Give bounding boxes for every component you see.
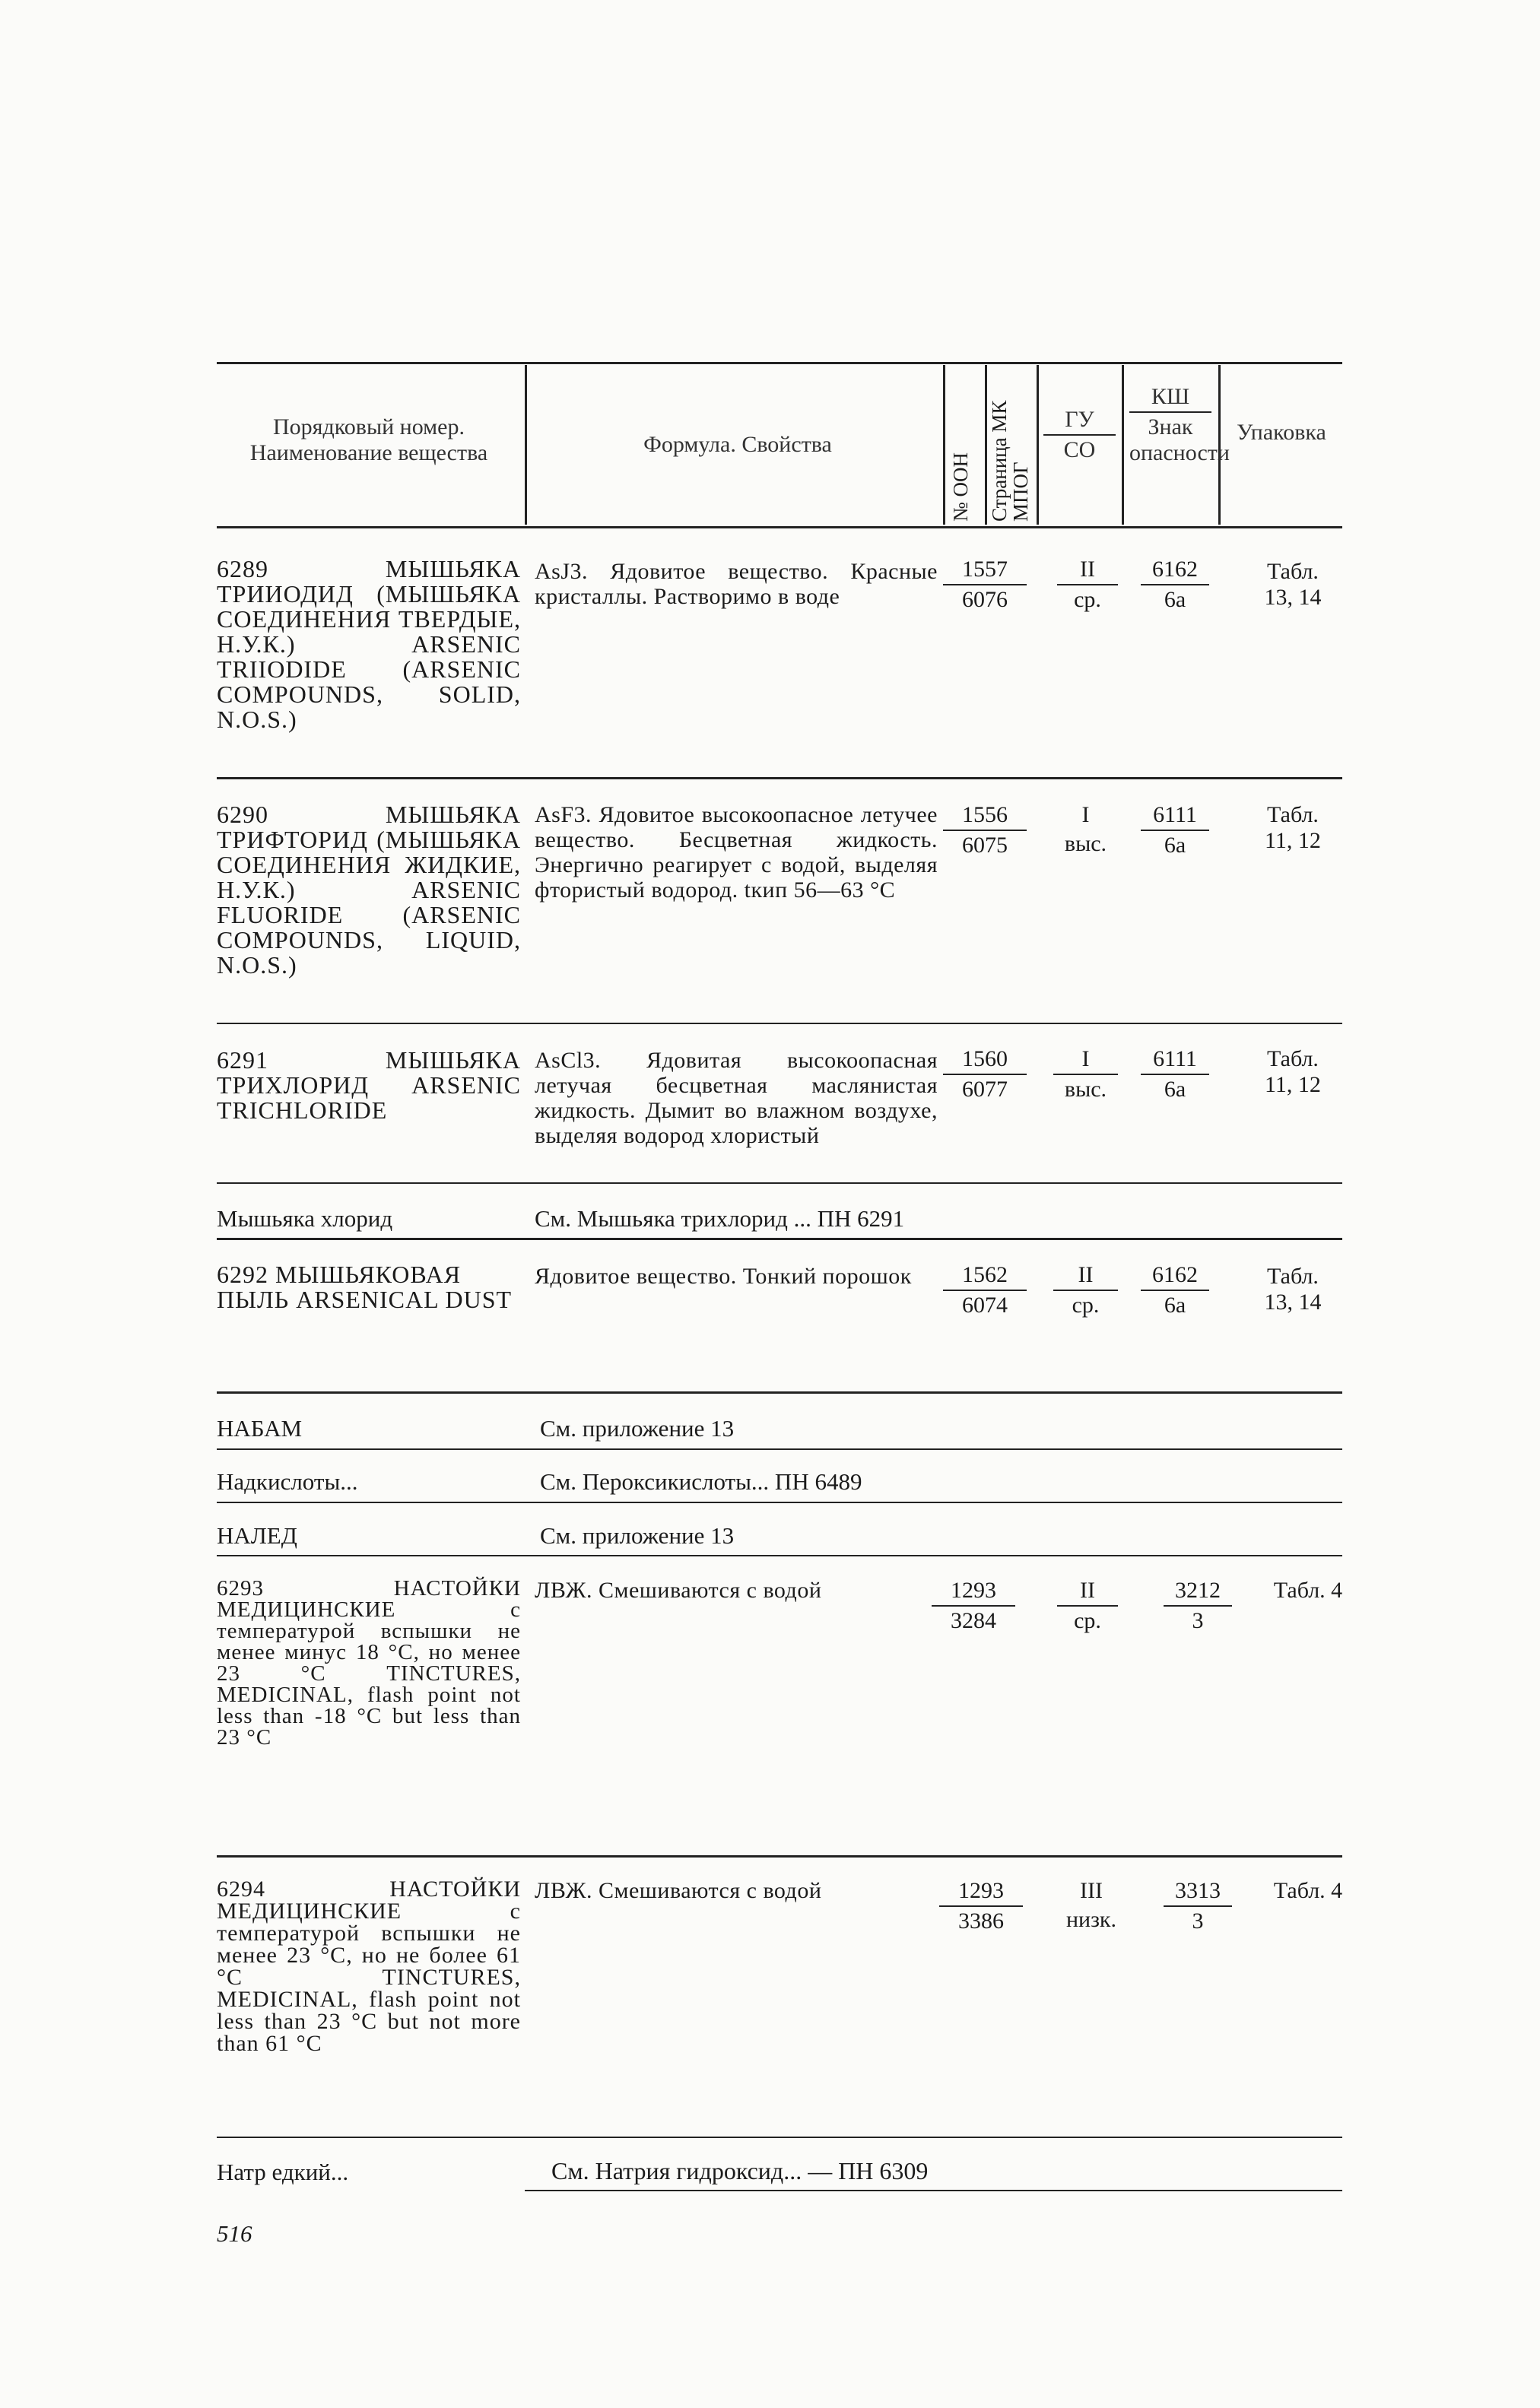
ref-nabam-target: См. приложение 13 xyxy=(540,1415,735,1442)
row-6290-desc: AsF3. Ядовитое высокоопасное летучее вещество. Бесцветная жидкость. Энергично реагирует с водой, выделяя фтористый водород. tкип 56—63 °С xyxy=(535,802,938,903)
row-6292-un: 1562 xyxy=(943,1262,1027,1291)
row-6290-un: 1556 xyxy=(943,802,1027,831)
row-6289-desc: AsJ3. Ядовитое вещество. Красные кристаллы. Растворимо в воде xyxy=(535,559,938,609)
header-ksh-top: КШ xyxy=(1129,384,1211,413)
row-6294-pack: Табл. 4 xyxy=(1273,1878,1343,1903)
header-col-ksh xyxy=(1129,384,1230,466)
header-sep-2 xyxy=(943,365,945,525)
ref-peracids-term: Надкислоты... xyxy=(217,1468,358,1495)
row-6289-co: ср. xyxy=(1074,587,1101,612)
page-number: 516 xyxy=(217,2220,252,2247)
row-6290-page: 6075 xyxy=(962,833,1008,858)
row-6294-gu-co xyxy=(1053,1878,1129,1933)
row-6293-gu: II xyxy=(1057,1578,1118,1607)
header-top-rule xyxy=(217,362,1342,364)
row-6293-co: ср. xyxy=(1074,1608,1101,1633)
row-6294-divider xyxy=(217,2137,1342,2138)
row-6294-ksh-sign xyxy=(1164,1878,1232,1934)
ref-2-divider xyxy=(217,1448,1342,1450)
row-6293-un: 1293 xyxy=(932,1578,1015,1607)
row-6291-pack: Табл. 11, 12 xyxy=(1265,1046,1321,1097)
row-6292-sign: 6а xyxy=(1164,1293,1186,1318)
row-6292-ksh: 6162 xyxy=(1141,1262,1209,1291)
row-6289-un-page xyxy=(943,557,1027,613)
header-col-gu xyxy=(1043,407,1116,463)
header-col-page: Страница МК МПОГ xyxy=(988,400,1032,522)
header-col-pack: Упаковка xyxy=(1237,420,1326,445)
row-6292-name: 6292 МЫШЬЯКОВАЯ ПЫЛЬ ARSENICAL DUST xyxy=(217,1261,513,1313)
row-6289-ksh-sign xyxy=(1141,557,1209,613)
ref-peracids-target: См. Пероксикислоты... ПН 6489 xyxy=(540,1468,862,1495)
row-6292-desc: Ядовитое вещество. Тонкий порошок xyxy=(535,1264,912,1289)
row-6293-desc: ЛВЖ. Смешиваются с водой xyxy=(535,1578,822,1603)
row-6290-name: 6290 МЫШЬЯКА ТРИФТОРИД (МЫШЬЯКА СОЕДИНЕНИЯ ЖИДКИЕ, Н.У.К.) ARSENIC FLUORIDE (ARSENIC COMPOUNDS, LIQUID, N.O.S.) xyxy=(217,801,521,979)
ref-5-divider xyxy=(525,2190,1342,2191)
header-col-un: № ООН xyxy=(949,452,972,522)
row-6291-gu-co xyxy=(1053,1046,1118,1102)
row-6293-gu-co xyxy=(1057,1578,1118,1634)
row-6292-gu-co xyxy=(1053,1262,1118,1318)
header-col-name: Порядковый номер. Наименование вещества xyxy=(249,414,488,465)
row-6292-page: 6074 xyxy=(962,1293,1008,1318)
row-6289-gu-co xyxy=(1057,557,1118,613)
row-6294-desc: ЛВЖ. Смешиваются с водой xyxy=(535,1878,822,1903)
header-bottom-rule xyxy=(217,526,1342,528)
row-6291-desc: AsCl3. Ядовитая высокоопасная летучая бесцветная маслянистая жидкость. Дымит во влажном воздухе, выделяя водород хлористый xyxy=(535,1048,938,1148)
row-6294-sign: 3 xyxy=(1192,1908,1204,1934)
row-6293-un-page xyxy=(932,1578,1015,1634)
ref-caustic-soda-target: См. Натрия гидроксид... — ПН 6309 xyxy=(551,2157,929,2184)
row-6290-gu-co xyxy=(1053,802,1118,857)
row-6293-name: 6293 НАСТОЙКИ МЕДИЦИНСКИЕ с температурой вспышки не менее минус 18 °С, но менее 23 °С TINCTURES, MEDICINAL, flash point not less than -18 °C but less than 23 °C xyxy=(217,1576,521,1750)
row-6289-pack: Табл. 13, 14 xyxy=(1264,559,1322,610)
row-6289-un: 1557 xyxy=(943,557,1027,585)
row-6291-ksh-sign xyxy=(1141,1046,1209,1102)
header-col-formula: Формула. Свойства xyxy=(643,432,832,457)
ref-caustic-soda-term: Натр едкий... xyxy=(217,2159,349,2185)
row-6294-ksh: 3313 xyxy=(1164,1878,1232,1907)
row-6292-ksh-sign xyxy=(1141,1262,1209,1318)
row-6293-ksh: 3212 xyxy=(1164,1578,1232,1607)
ref-nabam-term: НАБАМ xyxy=(217,1415,303,1442)
row-6294-page: 3386 xyxy=(958,1908,1004,1934)
row-6291-un-page xyxy=(943,1046,1027,1102)
row-6294-gu: III xyxy=(1080,1878,1103,1903)
row-6289-gu: II xyxy=(1057,557,1118,585)
row-6292-pack: Табл. 13, 14 xyxy=(1264,1264,1322,1315)
row-6293-ksh-sign xyxy=(1164,1578,1232,1634)
ref-naled-term: НАЛЕД xyxy=(217,1522,297,1549)
ref-4-divider xyxy=(217,1555,1342,1556)
row-6290-gu: I xyxy=(1081,802,1090,827)
row-6289-sign: 6а xyxy=(1164,587,1186,612)
row-6291-divider xyxy=(217,1182,1342,1184)
ref-naled-target: См. приложение 13 xyxy=(540,1522,735,1549)
ref-3-divider xyxy=(217,1502,1342,1503)
row-6290-ksh: 6111 xyxy=(1141,802,1209,831)
row-6289-divider xyxy=(217,777,1342,779)
row-6290-sign: 6а xyxy=(1164,833,1186,858)
header-gu-top: ГУ xyxy=(1043,407,1116,436)
row-6291-un: 1560 xyxy=(943,1046,1027,1075)
row-6289-page: 6076 xyxy=(962,587,1008,612)
header-sign-bottom: Знак опасности xyxy=(1129,414,1230,465)
ref-arsenic-chloride-term: Мышьяка хлорид xyxy=(217,1205,393,1232)
row-6294-co: низк. xyxy=(1065,1907,1117,1932)
row-6292-divider xyxy=(217,1391,1342,1394)
row-6291-sign: 6а xyxy=(1164,1077,1186,1102)
row-6294-un: 1293 xyxy=(939,1878,1023,1907)
row-6293-pack: Табл. 4 xyxy=(1273,1578,1343,1603)
row-6290-divider xyxy=(217,1023,1342,1024)
row-6293-divider xyxy=(217,1855,1342,1858)
header-sep-5 xyxy=(1122,365,1124,525)
row-6290-un-page xyxy=(943,802,1027,858)
row-6291-co: выс. xyxy=(1064,1077,1107,1102)
row-6289-name: 6289 МЫШЬЯКА ТРИИОДИД (МЫШЬЯКА СОЕДИНЕНИЯ ТВЕРДЫЕ, Н.У.К.) ARSENIC TRIIODIDE (ARSENIC COMPOUNDS, SOLID, N.O.S.) xyxy=(217,555,521,733)
row-6292-un-page xyxy=(943,1262,1027,1318)
row-6292-gu: II xyxy=(1053,1262,1118,1291)
row-6291-gu: I xyxy=(1053,1046,1118,1075)
row-6294-un-page xyxy=(939,1878,1023,1934)
row-6292-co: ср. xyxy=(1072,1293,1100,1318)
row-6291-page: 6077 xyxy=(962,1077,1008,1102)
header-co-bottom: СО xyxy=(1063,437,1096,462)
row-6293-sign: 3 xyxy=(1192,1608,1204,1633)
row-6290-pack: Табл. 11, 12 xyxy=(1265,802,1321,853)
row-6290-ksh-sign xyxy=(1141,802,1209,858)
row-6290-co: выс. xyxy=(1064,831,1107,856)
row-6293-page: 3284 xyxy=(951,1608,996,1633)
ref-1-divider xyxy=(217,1238,1342,1240)
header-sep-1 xyxy=(525,365,527,525)
row-6289-ksh: 6162 xyxy=(1141,557,1209,585)
row-6294-name: 6294 НАСТОЙКИ МЕДИЦИНСКИЕ с температурой вспышки не менее 23 °С, но не более 61 °С TINCTURES, MEDICINAL, flash point not less than 23 °C but not more than 61 °C xyxy=(217,1877,521,2056)
row-6291-name: 6291 МЫШЬЯКА ТРИХЛОРИД ARSENIC TRICHLORIDE xyxy=(217,1046,521,1124)
row-6291-ksh: 6111 xyxy=(1141,1046,1209,1075)
header-sep-3 xyxy=(985,365,987,525)
ref-arsenic-chloride-target: См. Мышьяка трихлорид ... ПН 6291 xyxy=(535,1205,905,1232)
header-sep-4 xyxy=(1037,365,1039,525)
